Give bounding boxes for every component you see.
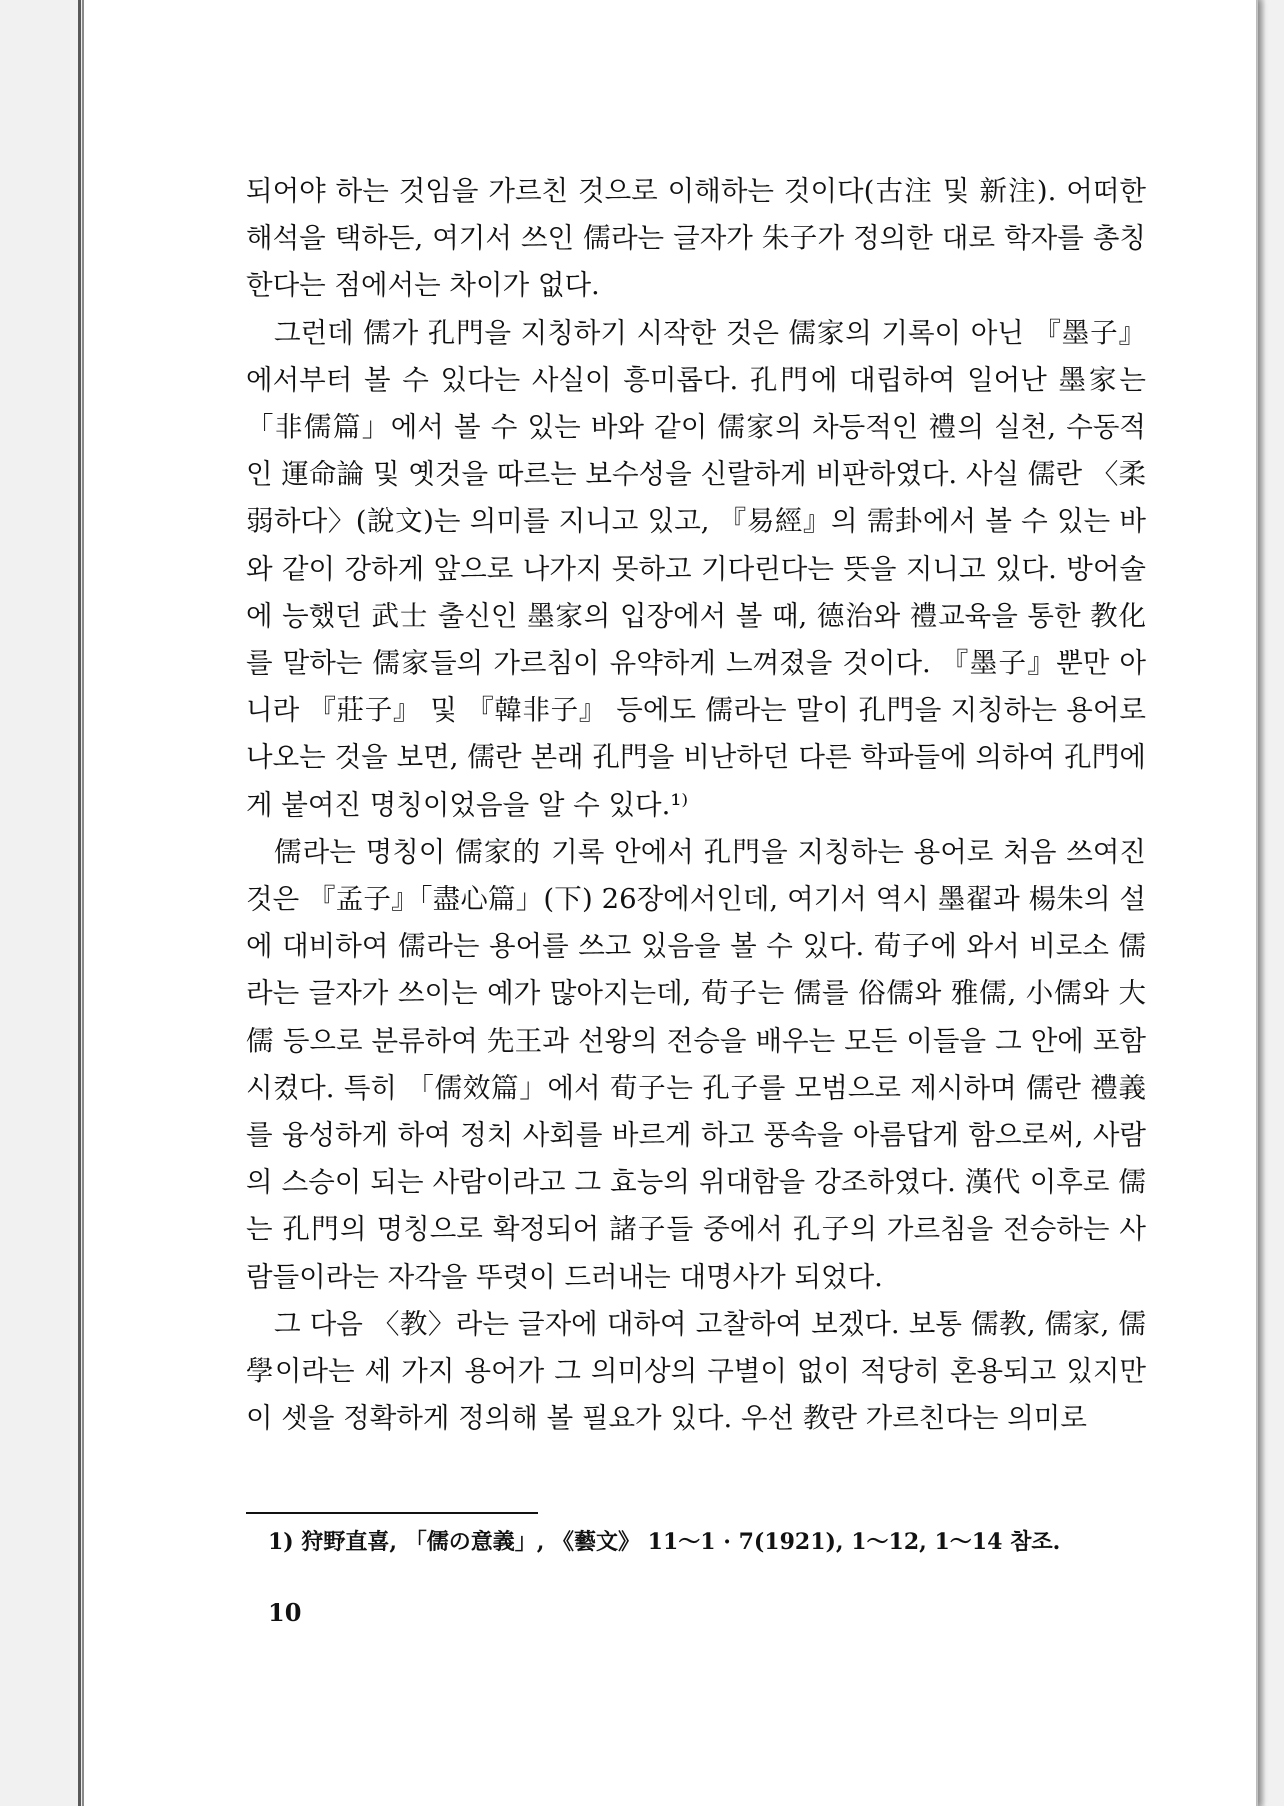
paragraph: 儒라는 명칭이 儒家的 기록 안에서 孔門을 지칭하는 용어로 처음 쓰여진 것은 『孟子』「盡心篇」(下) 26장에서인데, 여기서 역시 墨翟과 楊朱의 설에 대비하여 儒라는 용어를 쓰고 있음을 볼 수 있다. 荀子에 와서 비로소 儒라는 글자가 쓰이는 예가 많아지는데, 荀子는 儒를 俗儒와 雅儒, 小儒와 大儒 등으로 분류하여 先王과 선왕의 전승을 배우는 모든 이들을 그 안에 포함시켰다. 특히 「儒效篇」에서 荀子는 孔子를 모범으로 제시하며 儒란 禮義를 융성하게 하여 정치 사회를 바르게 하고 풍속을 아름답게 함으로써, 사람의 스승이 되는 사람이라고 그 효능의 위대함을 강조하였다. 漢代 이후로 儒는 孔門의 명칭으로 확정되어 諸子들 중에서 孔子의 가르침을 전승하는 사람들이라는 자각을 뚜렷이 드러내는 대명사가 되었다. [246, 835, 1146, 1293]
page-number: 10 [268, 1598, 302, 1627]
page-shadow [1256, 0, 1266, 1806]
paragraph: 되어야 하는 것임을 가르친 것으로 이해하는 것이다(古注 및 新注). 어떠한 해석을 택하든, 여기서 쓰인 儒라는 글자가 朱子가 정의한 대로 학자를 총칭한다는 점에서는 차이가 없다. [246, 175, 1146, 302]
footnote: 1) 狩野直喜, 「儒の意義」, 《藝文》 11～1 · 7(1921), 1～12, 1～14 참조. [268, 1529, 1061, 1555]
footnote-divider [246, 1512, 538, 1514]
paragraph: 그 다음 〈教〉라는 글자에 대하여 고찰하여 보겠다. 보통 儒教, 儒家, 儒學이라는 세 가지 용어가 그 의미상의 구별이 없이 적당히 혼용되고 있지만 이 셋을 정확하게 정의해 볼 필요가 있다. 우선 教란 가르친다는 의미로 [246, 1307, 1146, 1435]
page-edge [78, 0, 81, 1806]
paragraph: 그런데 儒가 孔門을 지칭하기 시작한 것은 儒家의 기록이 아닌 『墨子』에서부터 볼 수 있다는 사실이 흥미롭다. 孔門에 대립하여 일어난 墨家는 「非儒篇」에서 볼 수 있는 바와 같이 儒家의 차등적인 禮의 실천, 수동적인 運命論 및 옛것을 따르는 보수성을 신랄하게 비판하였다. 사실 儒란 〈柔弱하다〉(說文)는 의미를 지니고 있고, 『易經』의 需卦에서 볼 수 있는 바와 같이 강하게 앞으로 나가지 못하고 기다린다는 뜻을 지니고 있다. 방어술에 능했던 武士 출신인 墨家의 입장에서 볼 때, 德治와 禮교육을 통한 教化를 말하는 儒家들의 가르침이 유약하게 느껴졌을 것이다. 『墨子』뿐만 아니라 『莊子』 및 『韓非子』 등에도 儒라는 말이 孔門을 지칭하는 용어로 나오는 것을 보면, 儒란 본래 孔門을 비난하던 다른 학파들에 의하여 孔門에게 붙여진 명칭이었음을 알 수 있다.¹⁾ [246, 316, 1146, 821]
body-text [246, 168, 1146, 1442]
